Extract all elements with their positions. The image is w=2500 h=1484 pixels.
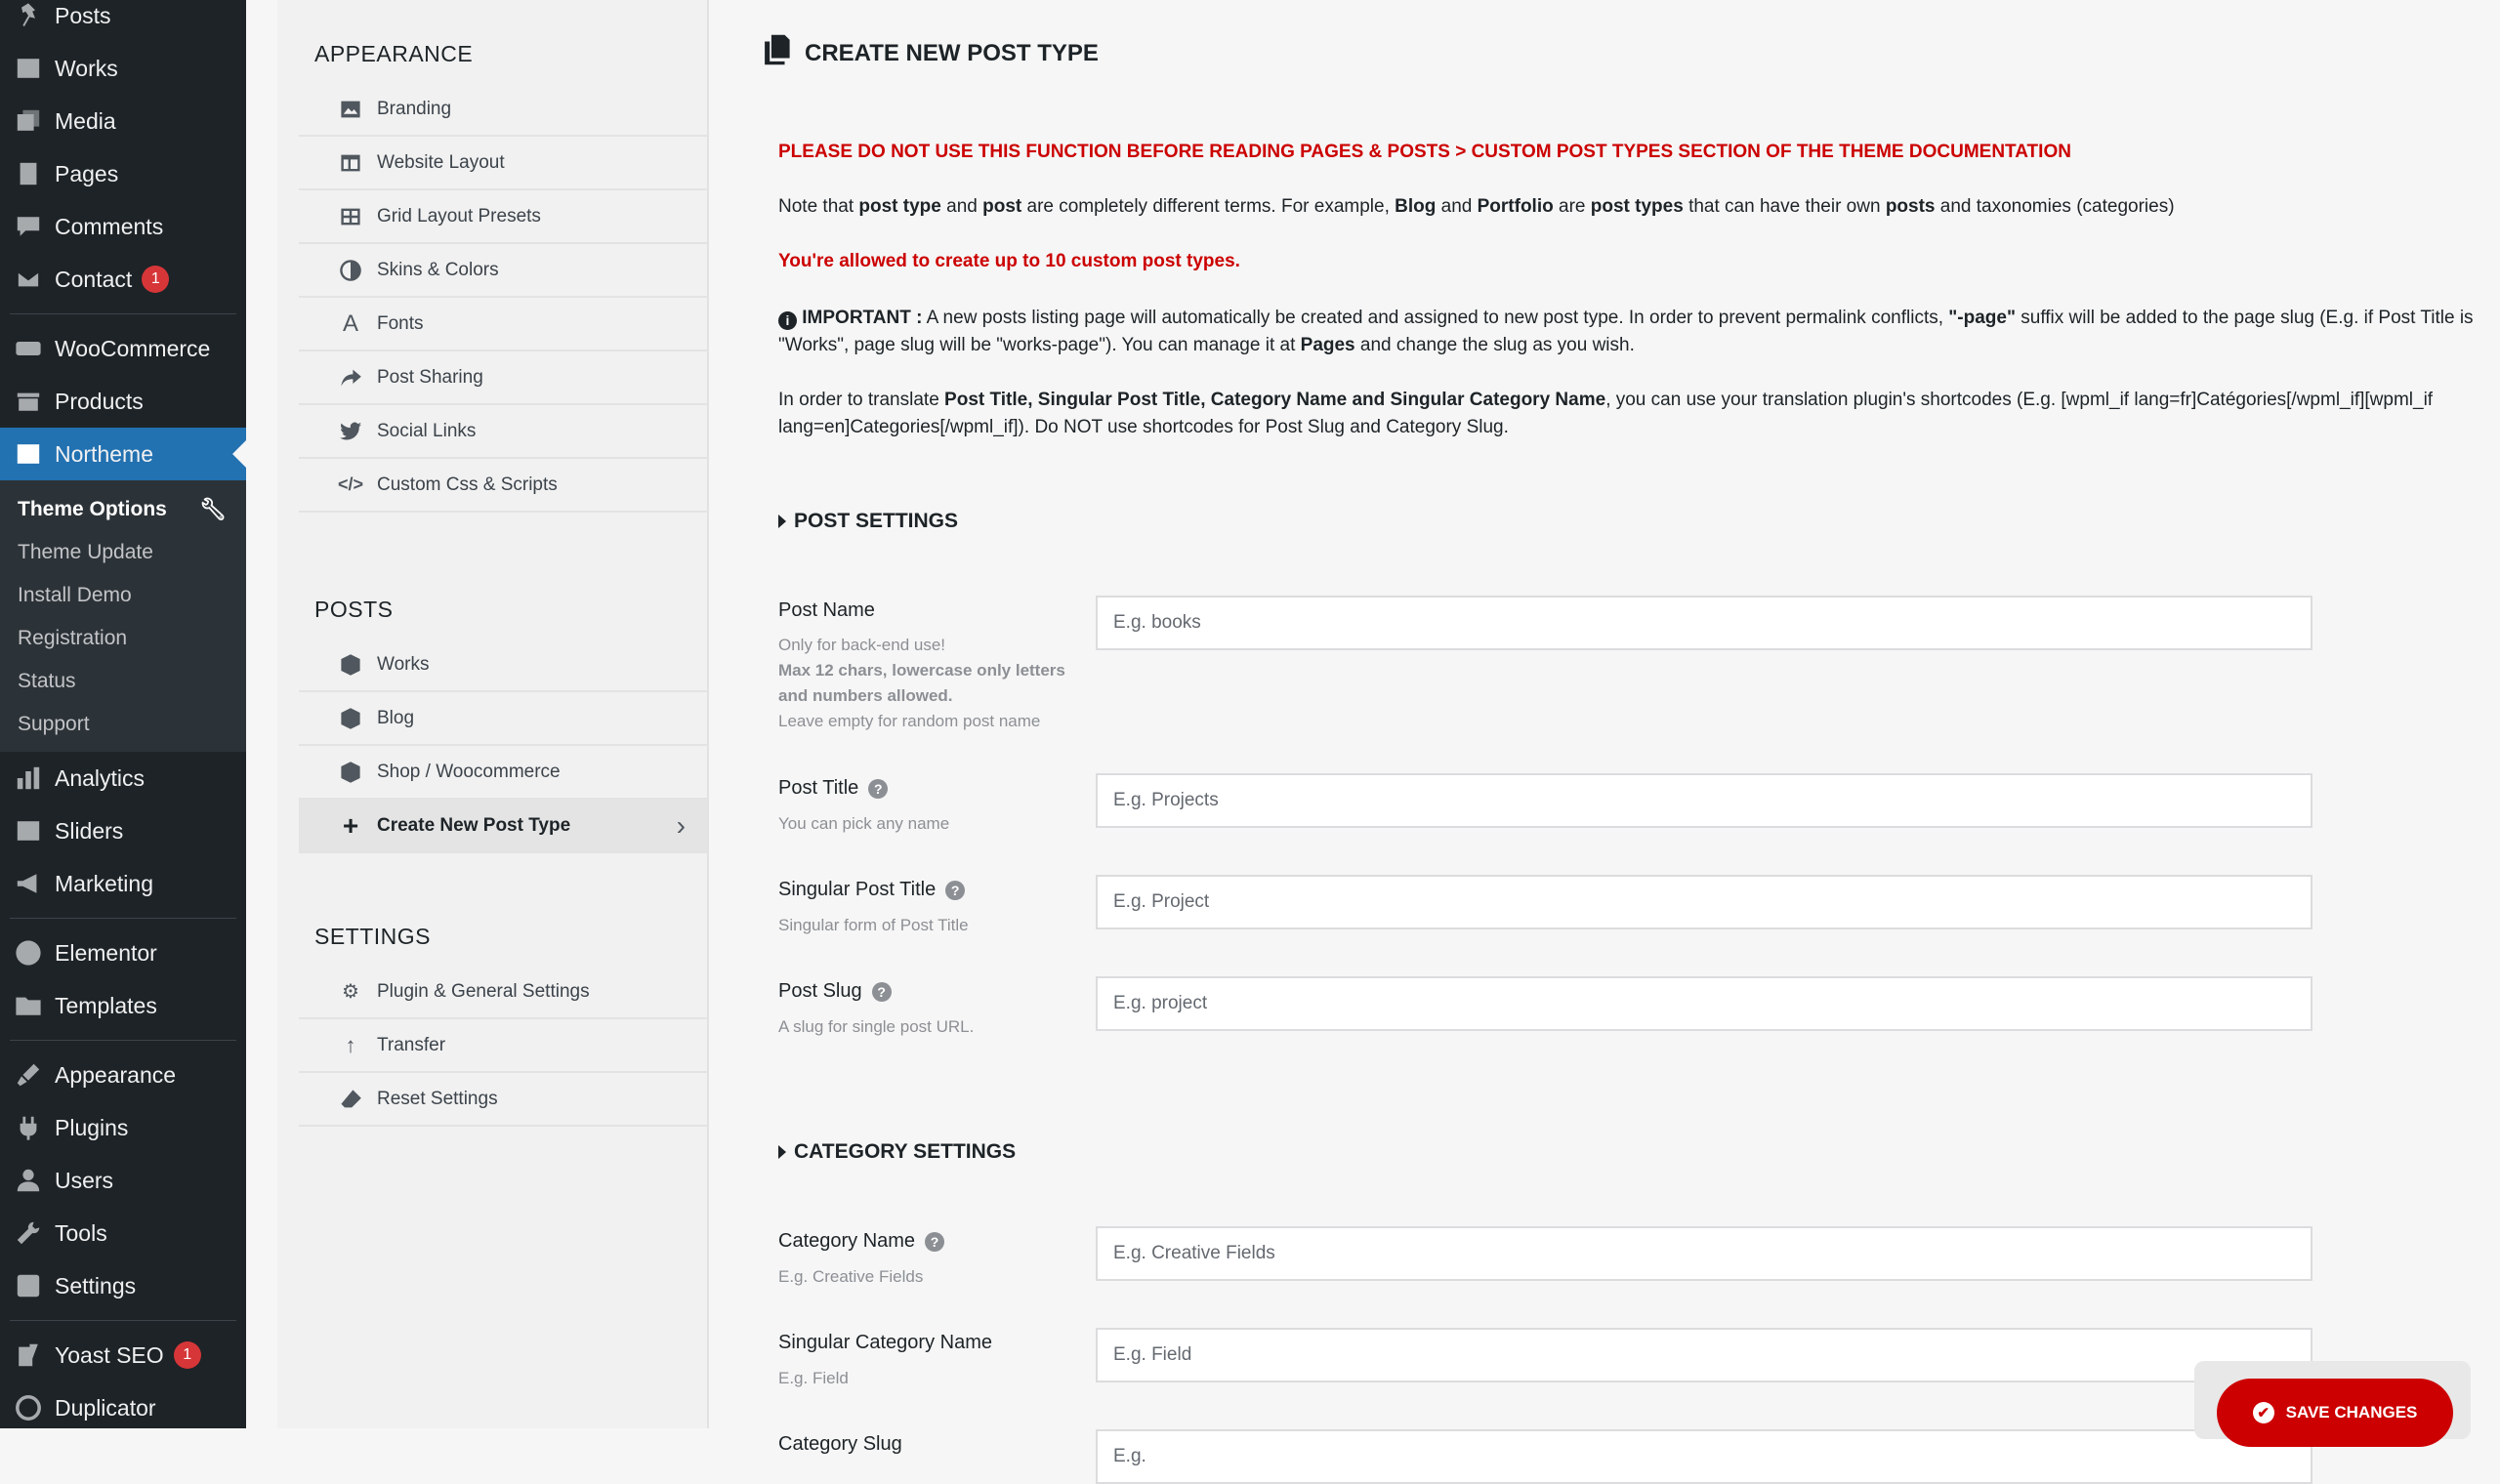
image-icon (338, 98, 363, 121)
category-name-description: E.g. Creative Fields (778, 1267, 924, 1286)
nav-works[interactable]: Works (299, 639, 707, 692)
submenu-status[interactable]: Status (18, 670, 76, 692)
menu-contact[interactable]: Contact 1 (0, 253, 246, 306)
settings-heading: SETTINGS (314, 924, 432, 949)
yoast-icon (14, 1340, 43, 1370)
post-type-note: Note that post type and post are completely different terms. For example, Blog and Portfolio are post types that can have their own posts and taxonomies (categories) (778, 196, 2175, 217)
important-note: i IMPORTANT : A new posts listing page will automatically be created and assigned to new post type. In order to prevent permalink conflicts, "-page" suffix will be added to the page slug (E.g. if Post Title is "Works", page slug will be "works-page"). You can manage it at Pages and change the slug as you wish. (778, 308, 2474, 355)
elementor-icon (14, 938, 43, 968)
help-icon[interactable]: ? (945, 881, 965, 900)
chevron-right-icon: › (676, 809, 686, 841)
submenu-install-demo[interactable]: Install Demo (18, 584, 132, 606)
menu-separator (10, 918, 236, 919)
singular-post-title-label: Singular Post Title ? (778, 879, 965, 901)
analytics-icon (14, 763, 43, 793)
menu-works[interactable]: Works (0, 42, 246, 95)
documents-icon (760, 33, 805, 73)
folder-icon (14, 991, 43, 1020)
category-name-input[interactable] (1096, 1226, 2312, 1281)
post-slug-label: Post Slug ? (778, 980, 892, 1003)
main-content (709, 0, 2500, 1455)
products-icon (14, 387, 43, 416)
menu-yoast-seo[interactable]: Yoast SEO 1 (0, 1329, 246, 1381)
caret-right-icon (778, 1145, 786, 1159)
menu-users[interactable]: Users (0, 1154, 246, 1207)
nav-skins-colors[interactable]: Skins & Colors (299, 244, 707, 298)
nav-website-layout[interactable]: Website Layout (299, 137, 707, 190)
menu-separator (10, 1320, 236, 1321)
help-icon[interactable]: ? (872, 982, 892, 1002)
twitter-icon (338, 420, 363, 443)
singular-post-title-input[interactable] (1096, 875, 2312, 929)
submenu-support[interactable]: Support (18, 713, 90, 735)
settings-icon (14, 1271, 43, 1300)
grid-icon (338, 205, 363, 228)
category-settings-toggle[interactable]: CATEGORY SETTINGS (778, 1140, 1016, 1164)
post-name-label: Post Name (778, 599, 875, 621)
wp-admin-sidebar (0, 0, 246, 1428)
wrench-icon: 🔧︎ (199, 497, 227, 521)
submenu-theme-options[interactable]: Theme Options 🔧︎ (18, 497, 227, 521)
documentation-warning: PLEASE DO NOT USE THIS FUNCTION BEFORE READING PAGES & POSTS > CUSTOM POST TYPES SECTION OF THE THEME DOCUMENTATION (778, 142, 2071, 162)
cube-icon (338, 653, 363, 677)
singular-category-name-input[interactable] (1096, 1328, 2312, 1382)
check-circle-icon: ✔︎ (2253, 1402, 2274, 1423)
user-icon (14, 1166, 43, 1195)
northeme-submenu (0, 480, 246, 752)
menu-northeme[interactable]: Northeme (0, 428, 246, 480)
menu-marketing[interactable]: Marketing (0, 857, 246, 910)
nav-social-links[interactable]: Social Links (299, 405, 707, 459)
post-slug-description: A slug for single post URL. (778, 1017, 975, 1036)
appearance-heading: APPEARANCE (314, 41, 474, 66)
nortm-icon (14, 816, 43, 845)
nav-create-new-post-type[interactable]: + Create New Post Type › (299, 800, 707, 853)
nav-reset-settings[interactable]: Reset Settings (299, 1073, 707, 1127)
menu-pages[interactable]: Pages (0, 147, 246, 200)
pin-icon (14, 1, 43, 30)
cube-icon (338, 761, 363, 784)
nav-blog[interactable]: Blog (299, 692, 707, 746)
nav-custom-css-scripts[interactable]: </> Custom Css & Scripts (299, 459, 707, 513)
pages-icon (14, 159, 43, 188)
woo-icon (14, 334, 43, 363)
page-title: CREATE NEW POST TYPE (760, 33, 1099, 73)
menu-analytics[interactable]: Analytics (0, 752, 246, 804)
nav-plugin-general-settings[interactable]: ⚙︎ Plugin & General Settings (299, 966, 707, 1019)
layout-icon (338, 151, 363, 175)
contrast-icon (338, 259, 363, 282)
mail-icon (14, 265, 43, 294)
translate-note: In order to translate Post Title, Singular Post Title, Category Name and Singular Category Name, you can use your translation plugin's shortcodes (E.g. [wpml_if lang=fr]Catégories[/wpml_if][wpml_if lang=en]Categories[/wpml_if]). Do NOT use shortcodes for Post Slug and Category Slug. (778, 390, 2434, 437)
nav-grid-layout-presets[interactable]: Grid Layout Presets (299, 190, 707, 244)
plus-icon: + (342, 809, 359, 841)
category-name-label: Category Name ? (778, 1230, 944, 1253)
nav-post-sharing[interactable]: Post Sharing (299, 351, 707, 405)
menu-comments[interactable]: Comments (0, 200, 246, 253)
share-icon (338, 366, 363, 390)
help-icon[interactable]: ? (868, 779, 888, 799)
menu-plugins[interactable]: Plugins (0, 1101, 246, 1154)
category-slug-label: Category Slug (778, 1433, 902, 1455)
post-slug-input[interactable] (1096, 976, 2312, 1031)
media-icon (14, 106, 43, 136)
nav-fonts[interactable]: A Fonts (299, 298, 707, 351)
cube-icon (338, 707, 363, 730)
brush-icon (14, 1060, 43, 1090)
plugin-icon (14, 1113, 43, 1142)
post-title-label: Post Title ? (778, 777, 888, 800)
menu-woocommerce[interactable]: WooCommerce (0, 322, 246, 375)
menu-tools[interactable]: Tools (0, 1207, 246, 1259)
nortm-icon (14, 54, 43, 83)
menu-media[interactable]: Media (0, 95, 246, 147)
menu-duplicator[interactable]: Duplicator (0, 1381, 246, 1428)
yoast-count-badge: 1 (174, 1341, 201, 1369)
nav-branding[interactable]: Branding (299, 83, 707, 137)
info-icon: i (778, 311, 797, 330)
limit-note: You're allowed to create up to 10 custom post types. (778, 251, 1240, 271)
post-title-description: You can pick any name (778, 814, 950, 833)
menu-separator (10, 1040, 236, 1041)
theme-options-nav (277, 0, 709, 1428)
singular-category-name-label: Singular Category Name (778, 1332, 992, 1353)
menu-templates[interactable]: Templates (0, 979, 246, 1032)
gears-icon: ⚙︎ (342, 981, 359, 1003)
menu-sliders[interactable]: Sliders (0, 804, 246, 857)
code-icon: </> (337, 474, 364, 494)
menu-products[interactable]: Products (0, 375, 246, 428)
save-changes-button[interactable]: ✔︎ SAVE CHANGES (2217, 1379, 2453, 1447)
contact-count-badge: 1 (142, 266, 169, 293)
post-name-description: Only for back-end use! Max 12 chars, lowercase only letters and numbers allowed. Leave empty for random post name (778, 636, 1065, 730)
duplicator-icon (14, 1393, 43, 1422)
help-icon[interactable]: ? (925, 1232, 944, 1252)
submenu-registration[interactable]: Registration (18, 627, 128, 649)
singular-category-name-description: E.g. Field (778, 1369, 849, 1387)
caret-right-icon (778, 515, 786, 528)
menu-appearance[interactable]: Appearance (0, 1049, 246, 1101)
category-slug-input[interactable] (1096, 1429, 2312, 1484)
nav-shop-woocommerce[interactable]: Shop / Woocommerce (299, 746, 707, 800)
post-name-input[interactable] (1096, 596, 2312, 650)
menu-posts[interactable]: Posts (0, 0, 246, 42)
menu-settings[interactable]: Settings (0, 1259, 246, 1312)
font-icon: A (342, 309, 358, 337)
nav-transfer[interactable]: ↑ Transfer (299, 1019, 707, 1073)
post-title-input[interactable] (1096, 773, 2312, 828)
singular-post-title-description: Singular form of Post Title (778, 916, 969, 934)
post-settings-toggle[interactable]: POST SETTINGS (778, 510, 958, 533)
eraser-icon (338, 1088, 363, 1111)
wrench-icon (14, 1218, 43, 1248)
submenu-theme-update[interactable]: Theme Update (18, 541, 153, 563)
menu-elementor[interactable]: Elementor (0, 927, 246, 979)
posts-heading: POSTS (314, 597, 394, 622)
menu-separator (10, 313, 236, 314)
nortm-icon (14, 439, 43, 469)
megaphone-icon (14, 869, 43, 898)
comments-icon (14, 212, 43, 241)
arrow-up-icon: ↑ (345, 1032, 356, 1057)
